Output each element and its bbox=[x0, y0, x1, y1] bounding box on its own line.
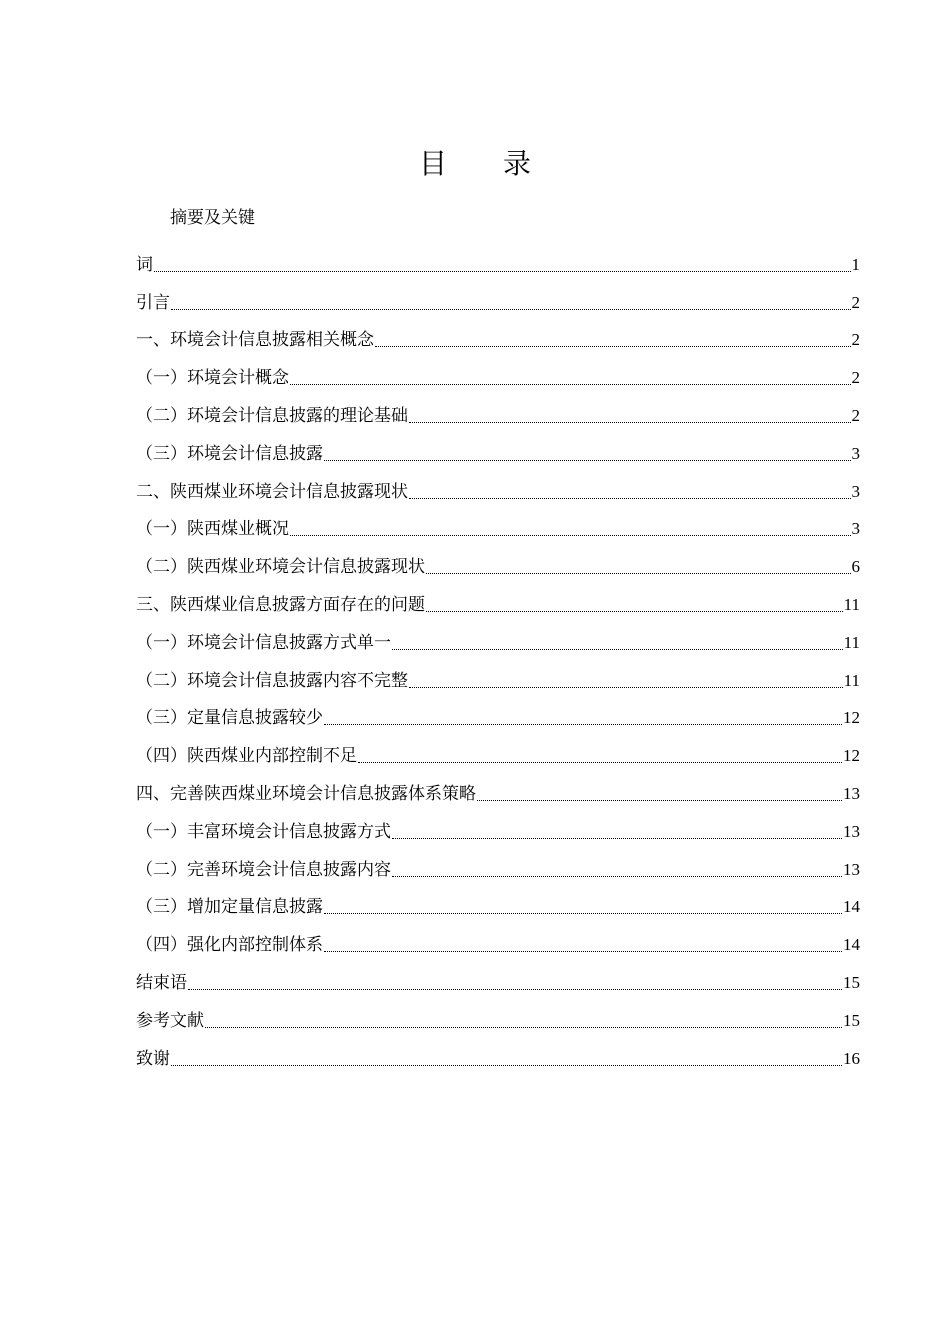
toc-leader-dots bbox=[205, 1027, 842, 1028]
toc-entry-label: 词 bbox=[136, 254, 153, 275]
toc-entry-page: 1 bbox=[851, 254, 860, 274]
toc-entry-label: 一、环境会计信息披露相关概念 bbox=[136, 330, 374, 351]
toc-entry[interactable] bbox=[136, 619, 860, 657]
toc-entry[interactable] bbox=[136, 732, 860, 770]
toc-leader-dots bbox=[154, 271, 851, 272]
toc-entry-label: （二）环境会计信息披露的理论基础 bbox=[136, 405, 408, 426]
toc-entry-page: 3 bbox=[851, 443, 860, 463]
toc-leader-dots bbox=[324, 724, 842, 725]
toc-leader-dots bbox=[409, 687, 843, 688]
toc-entry[interactable] bbox=[136, 695, 860, 733]
toc-leader-dots bbox=[290, 535, 851, 536]
toc-leader-dots bbox=[392, 649, 843, 650]
toc-entry-label: （二）完善环境会计信息披露内容 bbox=[136, 859, 391, 880]
toc-entry-page: 11 bbox=[843, 594, 860, 614]
toc-entry-page: 13 bbox=[843, 783, 860, 803]
toc-entry-label: 四、完善陕西煤业环境会计信息披露体系策略 bbox=[136, 783, 476, 804]
toc-entry[interactable] bbox=[136, 392, 860, 430]
toc-entry-label: 三、陕西煤业信息披露方面存在的问题 bbox=[136, 594, 425, 615]
toc-entry-page: 2 bbox=[851, 292, 860, 312]
toc-list bbox=[136, 241, 860, 1073]
toc-leader-dots bbox=[358, 762, 842, 763]
toc-entry-label: 参考文献 bbox=[136, 1010, 204, 1031]
toc-entry-page: 2 bbox=[851, 368, 860, 388]
toc-title bbox=[0, 140, 950, 188]
toc-entry[interactable] bbox=[136, 997, 860, 1035]
toc-entry[interactable] bbox=[136, 468, 860, 506]
toc-entry[interactable] bbox=[136, 506, 860, 544]
toc-entry[interactable] bbox=[136, 430, 860, 468]
toc-entry-page: 16 bbox=[843, 1048, 860, 1068]
toc-entry[interactable] bbox=[136, 279, 860, 317]
toc-entry-page: 2 bbox=[851, 405, 860, 425]
toc-entry[interactable] bbox=[136, 846, 860, 884]
toc-entry-label: （三）定量信息披露较少 bbox=[136, 708, 323, 729]
toc-entry-label: （二）环境会计信息披露内容不完整 bbox=[136, 670, 408, 691]
toc-entry-page: 12 bbox=[843, 746, 860, 766]
toc-leader-dots bbox=[171, 1065, 842, 1066]
toc-entry-page: 15 bbox=[843, 1010, 860, 1030]
toc-leader-dots bbox=[324, 913, 842, 914]
toc-entry[interactable] bbox=[136, 921, 860, 959]
toc-entry-label: （二）陕西煤业环境会计信息披露现状 bbox=[136, 557, 425, 578]
toc-leader-dots bbox=[171, 309, 851, 310]
toc-entry-page: 14 bbox=[843, 897, 860, 917]
toc-leader-dots bbox=[375, 346, 851, 347]
toc-entry-label: （三）环境会计信息披露 bbox=[136, 443, 323, 464]
toc-entry-page: 11 bbox=[843, 670, 860, 690]
toc-leader-dots bbox=[324, 951, 842, 952]
toc-entry-page: 2 bbox=[851, 330, 860, 350]
toc-entry[interactable] bbox=[136, 581, 860, 619]
toc-leader-dots bbox=[409, 498, 851, 499]
toc-leader-dots bbox=[324, 460, 851, 461]
toc-entry-page: 15 bbox=[843, 972, 860, 992]
toc-leader-dots bbox=[409, 422, 851, 423]
toc-entry[interactable] bbox=[136, 317, 860, 355]
toc-entry[interactable] bbox=[136, 884, 860, 922]
toc-entry[interactable] bbox=[136, 241, 860, 279]
toc-entry-page: 12 bbox=[843, 708, 860, 728]
toc-leader-dots bbox=[392, 838, 842, 839]
toc-leader-dots bbox=[477, 800, 842, 801]
toc-entry-page: 3 bbox=[851, 519, 860, 539]
toc-entry-label: 二、陕西煤业环境会计信息披露现状 bbox=[136, 481, 408, 502]
toc-leader-dots bbox=[392, 876, 842, 877]
toc-title-char-2: 录 bbox=[503, 147, 532, 180]
toc-entry[interactable] bbox=[136, 543, 860, 581]
toc-leader-dots bbox=[290, 384, 851, 385]
toc-entry-label: （一）丰富环境会计信息披露方式 bbox=[136, 821, 391, 842]
toc-entry-label: （四）陕西煤业内部控制不足 bbox=[136, 746, 357, 767]
toc-entry-page: 3 bbox=[851, 481, 860, 501]
toc-leader-dots bbox=[426, 573, 851, 574]
toc-entry-page: 11 bbox=[843, 632, 860, 652]
toc-entry-label: 结束语 bbox=[136, 972, 187, 993]
toc-entry[interactable] bbox=[136, 1035, 860, 1073]
toc-entry[interactable] bbox=[136, 808, 860, 846]
toc-entry-label: （四）强化内部控制体系 bbox=[136, 935, 323, 956]
toc-leader-dots bbox=[188, 989, 842, 990]
toc-entry[interactable] bbox=[136, 354, 860, 392]
toc-entry[interactable] bbox=[136, 657, 860, 695]
toc-title-char-1: 目 bbox=[418, 147, 447, 180]
toc-entry-page: 6 bbox=[851, 557, 860, 577]
toc-entry-label: 引言 bbox=[136, 292, 170, 313]
toc-entry[interactable] bbox=[136, 959, 860, 997]
toc-entry-label: （三）增加定量信息披露 bbox=[136, 897, 323, 918]
toc-entry-page: 14 bbox=[843, 935, 860, 955]
toc-entry-page: 13 bbox=[843, 821, 860, 841]
toc-entry[interactable] bbox=[136, 770, 860, 808]
toc-entry-label: （一）环境会计信息披露方式单一 bbox=[136, 632, 391, 653]
toc-entry-page: 13 bbox=[843, 859, 860, 879]
toc-entry-label: 致谢 bbox=[136, 1048, 170, 1069]
toc-entry-label: （一）环境会计概念 bbox=[136, 368, 289, 389]
toc-leader-dots bbox=[426, 611, 843, 612]
toc-entry-label: （一）陕西煤业概况 bbox=[136, 519, 289, 540]
toc-preamble-line: 摘要及关键 bbox=[170, 208, 255, 228]
